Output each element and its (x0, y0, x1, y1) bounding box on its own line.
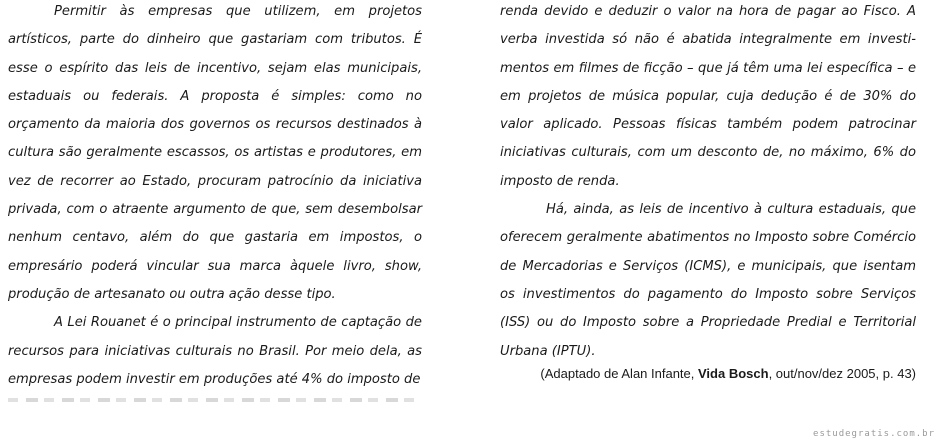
left-paragraph-1: Permitir às empresas que utilizem, em projetos artísticos, parte do dinheiro que gastariam com tributos. É esse o espírito das leis de incentivo, sejam elas municipais, estaduais ou federais. A proposta é simples: como no orçamento da maioria dos governos os recursos destinados à cultura são geralmente escassos, os artistas e produtores, em vez de recorrer ao Estado, procuram patrocínio da iniciativa privada, com o atraente argumento de que, sem desembolsar nenhum centavo, além do que gastaria em impostos, o empresário poderá vincular sua marca àquele livro, show, produção de artesanato ou outra ação desse tipo. (8, 4, 422, 302)
right-paragraph-2: Há, ainda, as leis de incentivo à cultura estaduais, que oferecem geralmente abatimentos no Imposto sobre Comércio de Mercadorias e Serviços (ICMS), e municipais, que isentam os investimentos do pagamento do Imposto sobre Serviços (ISS) ou do Imposto sobre a Propriedade Predial e Territorial Urbana (IPTU). (500, 202, 916, 359)
right-column (500, 0, 916, 366)
left-paragraph-2: A Lei Rouanet é o principal instrumento de captação de recursos para iniciativas culturais no Brasil. Por meio dela, as empresas podem investir em produções até 4% do imposto de (8, 315, 422, 387)
right-paragraph-1: renda devido e deduzir o valor na hora de pagar ao Fisco. A verba investida só não é abatida integralmente em investi-mentos em filmes de ficção – que já têm uma lei específica – e em projetos de música popular, cuja dedução é de 30% do valor aplicado. Pessoas físicas também podem patrocinar iniciativas culturais, com um desconto de, no máximo, 6% do imposto de renda. (500, 4, 916, 189)
cut-off-text-line (8, 398, 422, 402)
source-suffix: , out/nov/dez 2005, p. 43) (768, 366, 916, 381)
source-prefix: (Adaptado de Alan Infante, (540, 366, 698, 381)
source-citation (540, 366, 916, 381)
left-column (8, 0, 422, 394)
watermark: estudegratis.com.br (813, 429, 935, 439)
source-publication: Vida Bosch (698, 366, 769, 381)
